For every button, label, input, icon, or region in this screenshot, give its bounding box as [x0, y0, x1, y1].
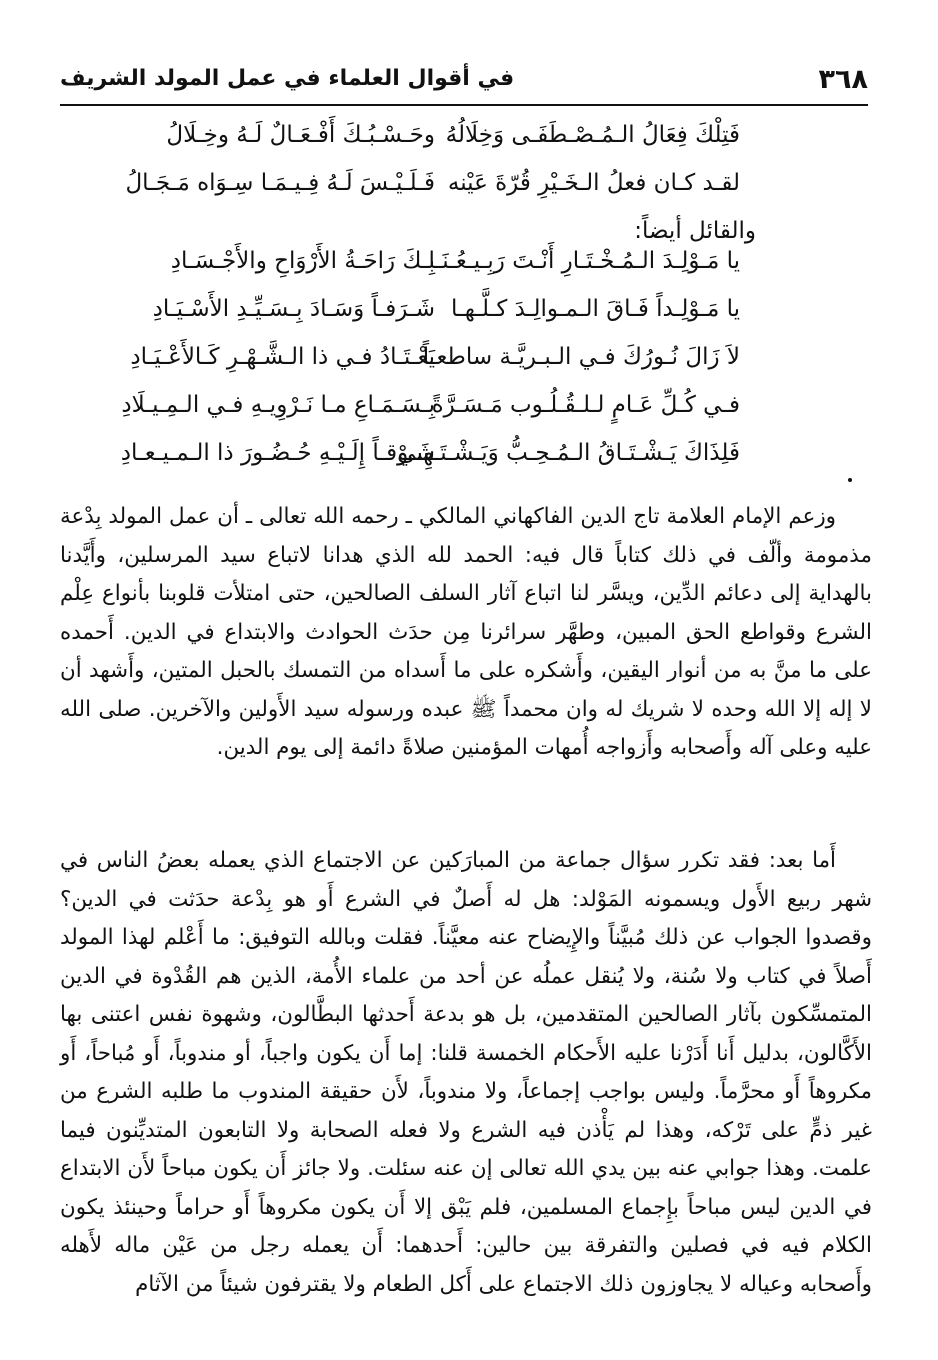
- verse: [130, 344, 740, 392]
- verse: [150, 248, 740, 296]
- first-hemistich: فـي كُـلِّ عَـامٍ لـلـقُـلُـوب مَـسَـرَّةً: [431, 392, 740, 418]
- verse: [125, 170, 740, 218]
- second-hemistich: فَـلَـيْـسَ لَـهُ فِـيـمَـا سِـوَاه مَـجَـالُ: [125, 170, 435, 196]
- verse: [121, 392, 740, 440]
- header-divider: [60, 104, 868, 106]
- first-hemistich: يا مَـوْلِـداً فَـاقَ الـمـوالِـدَ كـلَّـهـا: [450, 296, 740, 322]
- paragraph-fakihani-intro: وزعم الإمام العلامة تاج الدين الفاكهاني المالكي ـ رحمه الله تعالى ـ أن عمل المولد بِدْعة مذمومة وألّف في ذلك كتاباً قال فيه: الحمد لله الذي هدانا لاتباع سيد المرسلين، وأَيَّدنا بالهداية إلى دعائم الدِّين، ويسَّر لنا اتباع آثار السلف الصالحين، حتى امتلأت قلوبنا بأنواع عِلْم الشرع وقواطع الحق المبين، وطهَّر سرائرنا مِن حدَث الحوادث والابتداع في الدين. أَحمده على ما منَّ به من أنوار اليقين، وأَشكره على ما أَسداه من التمسك بالحبل المتين، وأَشهد أن لا إله إلا الله وحده لا شريك له وان محمداً ﷺ عبده ورسوله سيد الأَولين والآخرين. صلى الله عليه وعلى آله وأَصحابه وأَزواجه أُمهات المؤمنين صلاةً دائمة إلى يوم الدين.: [60, 504, 872, 760]
- second-hemistich: بِـسَـمَـاعِ مـا نَـرْوِيـهِ فـي الـمِـيـلَادِ: [121, 392, 435, 418]
- second-hemistich: بِـكَ رَاحَـةُ الأَرْوَاحِ والأَجْـسَـادِ: [170, 248, 435, 274]
- poem-block-2: [120, 248, 740, 488]
- second-hemistich: يَعْـتَـادُ فـي ذا الـشَّـهْـرِ كَـالأَعْـيَـادِ: [130, 344, 435, 370]
- paragraph-amma-bad: أَما بعد: فقد تكرر سؤال جماعة من المبارَكين عن الاجتماع الذي يعمله بعضُ الناس في شهر ربيع الأَول ويسمونه المَوْلد: هل له أَصلٌ في الشرع أَو هو بِدْعة حدَثت في الدين؟ وقصدوا الجواب عن ذلك مُبيَّناً والإِيضاح عنه معيَّناً. فقلت وبالله التوفيق: ما أَعْلم لهذا المولد أَصلاً في كتاب ولا سُنة، ولا يُنقل عملُه عن أحد من علماء الأُمة، الذين هم القُدْوة في الدين المتمسِّكون بآثار الصالحين المتقدمين، بل هو بدعة أَحدثها البطَّالون، وشهوة نفس اعتنى بها الأَكَّالون، بدليل أَنا أَدَرْنا عليه الأَحكام الخمسة قلنا: إما أَن يكون واجباً، أو مندوباً، أَو مُباحاً، أَو مكروهاً أَو محرَّماً. وليس بواجب إجماعاً، ولا مندوباً، لأَن حقيقة المندوب ما طلبه الشرع من غير ذمٍّ على تَرْكه، وهذا لم يَأْذن فيه الشرع ولا فعله الصحابة ولا التابعون المتديِّنون فيما علمت. وهذا جوابي عنه بين يدي الله تعالى إن عنه سئلت. ولا جائز أَن يكون مباحاً لأَن الابتداع في الدين ليس مباحاً بإِجماع المسلمين، فلم يَبْق إلا أَن يكون مكروهاً أَو حراماً وحينئذ يكون الكلام فيه في فصلين والتفرقة بين حالين: أَحدهما: أَن يعمله رجل من عَيْن ماله لأَهله وأَصحابه وعياله لا يجاوزون ذلك الاجتماع على أَكل الطعام ولا يقترفون شيئاً من الآثام: [60, 848, 872, 1297]
- margin-mark: [848, 478, 852, 482]
- verse: [150, 122, 740, 170]
- second-hemistich: شَـوْقـاً إِلَـيْـهِ حُـضُـورَ ذا الـمـيـعـادِ: [120, 440, 435, 466]
- first-hemistich: لقـد كـان فعلُ الـخَـيْرِ قُرّةَ عَيْنه: [447, 170, 740, 196]
- second-hemistich: وحَـسْـبُـكَ أَفْـعَـالٌ لَـهُ وخِـلَالُ: [166, 122, 435, 148]
- poem-block-1: [125, 122, 740, 218]
- first-hemistich: يا مَـوْلِـدَ الـمُـخْـتَـارِ أَنْـتَ رَبِـيـعُـنَـا: [428, 248, 740, 274]
- page-number: ٣٦٨: [818, 64, 868, 95]
- running-title: في أقوال العلماء في عمل المولد الشريف: [60, 66, 515, 91]
- first-hemistich: فَلِذَاكَ يَـشْـتَـاقُ الـمُـحِـبُّ وَيَـشْـتَـهِـي: [397, 440, 740, 466]
- verse: [150, 296, 740, 344]
- poem-intro: والقائل أيضاً:: [634, 218, 756, 244]
- first-hemistich: فَتِلْكَ فِعَالُ الـمُـصْـطَفَـى وَخِلَالُهُ: [445, 122, 740, 148]
- second-hemistich: شَـرَفـاً وَسَـادَ بِـسَـيِّـدِ الأَسْـيَـادِ: [152, 296, 435, 322]
- first-hemistich: لاَ زَالَ نُـورُكَ فـي الـبـريَّـة ساطعـاً: [422, 344, 740, 370]
- page-header: [60, 64, 868, 100]
- verse: [120, 440, 740, 488]
